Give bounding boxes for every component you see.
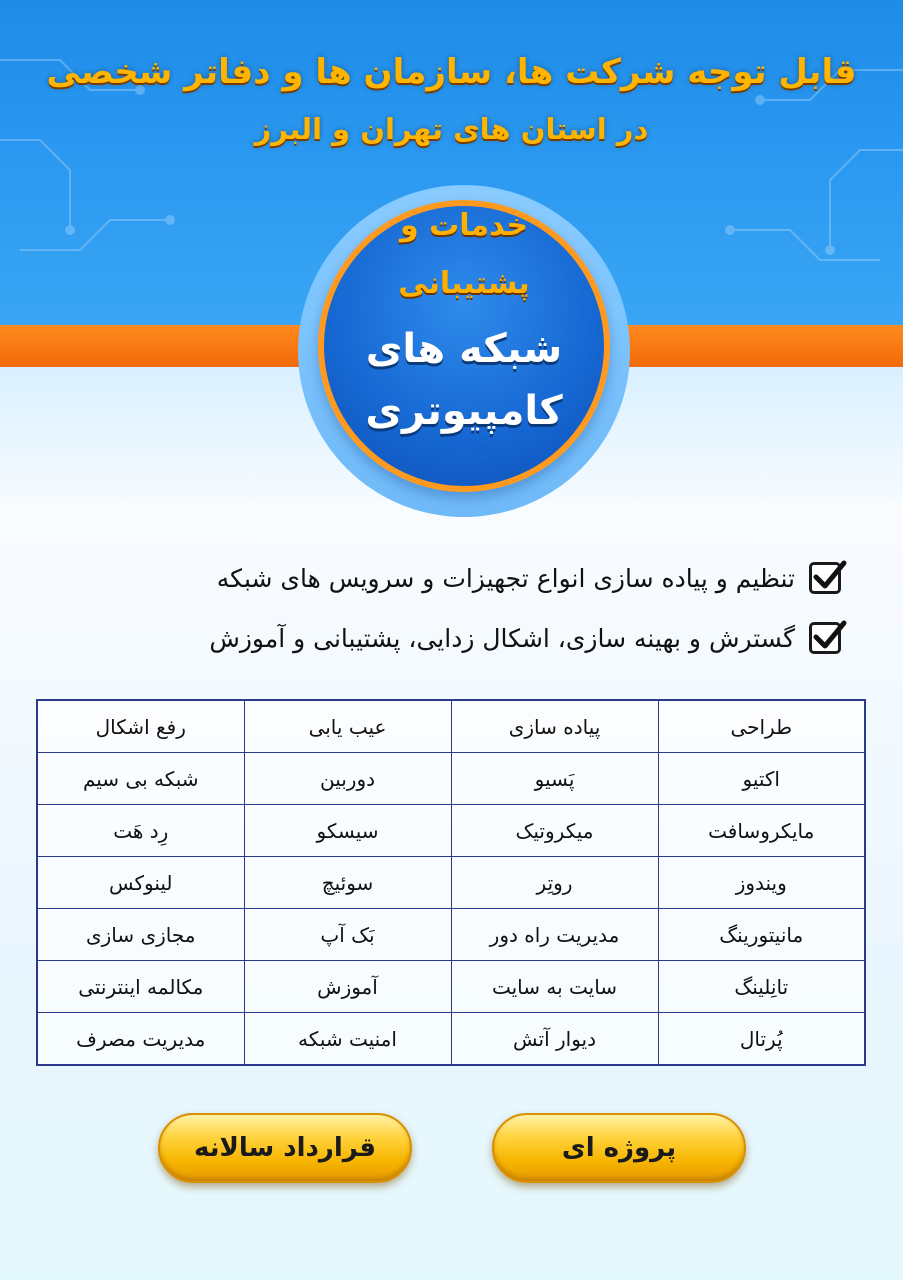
headline-audience: قابل توجه شرکت ها، سازمان ها و دفاتر شخصی bbox=[46, 52, 857, 92]
checklist-item bbox=[61, 608, 841, 668]
table-cell: مجازی سازی bbox=[37, 909, 244, 961]
table-row bbox=[37, 909, 865, 961]
table-cell: پیاده سازی bbox=[451, 700, 658, 753]
table-cell: دوربین bbox=[244, 753, 451, 805]
table-row bbox=[37, 857, 865, 909]
checklist-item bbox=[61, 548, 841, 608]
table-cell: سوئیچ bbox=[244, 857, 451, 909]
headline-region: در استان های تهران و البرز bbox=[254, 112, 649, 146]
table-row bbox=[37, 805, 865, 857]
table-cell: تانِلینگ bbox=[658, 961, 865, 1013]
table-cell: سیسکو bbox=[244, 805, 451, 857]
table-cell: میکروتیک bbox=[451, 805, 658, 857]
table-cell: مایکروسافت bbox=[658, 805, 865, 857]
checkbox-checked-icon bbox=[809, 622, 841, 654]
table-row bbox=[37, 753, 865, 805]
badge-text-support: پشتیبانی bbox=[398, 266, 530, 301]
annual-contract-button[interactable]: قرارداد سالانه bbox=[158, 1113, 412, 1183]
table-cell: لینوکس bbox=[37, 857, 244, 909]
table-cell: پُرتال bbox=[658, 1013, 865, 1066]
table-cell: شبکه بی سیم bbox=[37, 753, 244, 805]
table-cell: دیوار آتش bbox=[451, 1013, 658, 1066]
table-cell: سایت به سایت bbox=[451, 961, 658, 1013]
table-cell: رفع اشکال bbox=[37, 700, 244, 753]
table-row bbox=[37, 700, 865, 753]
checklist-item-text: تنظیم و پیاده سازی انواع تجهیزات و سرویس های شبکه bbox=[216, 563, 795, 593]
table-cell: بَک آپ bbox=[244, 909, 451, 961]
checkbox-checked-icon bbox=[809, 562, 841, 594]
table-cell: اکتیو bbox=[658, 753, 865, 805]
table-cell: آموزش bbox=[244, 961, 451, 1013]
badge-text-computer: کامپیوتری bbox=[365, 388, 563, 434]
project-button[interactable]: پروژه ای bbox=[492, 1113, 746, 1183]
table-cell: مدیریت راه دور bbox=[451, 909, 658, 961]
table-cell: مدیریت مصرف bbox=[37, 1013, 244, 1066]
table-cell: ویندوز bbox=[658, 857, 865, 909]
table-cell: رِد هَت bbox=[37, 805, 244, 857]
table-cell: مکالمه اینترنتی bbox=[37, 961, 244, 1013]
checklist-item-text: گسترش و بهینه سازی، اشکال زدایی، پشتیبانی و آموزش bbox=[209, 623, 795, 653]
table-row bbox=[37, 961, 865, 1013]
badge-text-networks: شبکه های bbox=[365, 326, 563, 372]
table-row bbox=[37, 1013, 865, 1066]
table-cell: عیب یابی bbox=[244, 700, 451, 753]
table-cell: مانیتورینگ bbox=[658, 909, 865, 961]
feature-checklist bbox=[61, 548, 841, 668]
services-table bbox=[36, 699, 866, 1066]
badge-text-services: خدمات و bbox=[399, 208, 529, 243]
table-cell: پَسیو bbox=[451, 753, 658, 805]
table-cell: امنیت شبکه bbox=[244, 1013, 451, 1066]
table-cell: طراحی bbox=[658, 700, 865, 753]
table-cell: روتِر bbox=[451, 857, 658, 909]
